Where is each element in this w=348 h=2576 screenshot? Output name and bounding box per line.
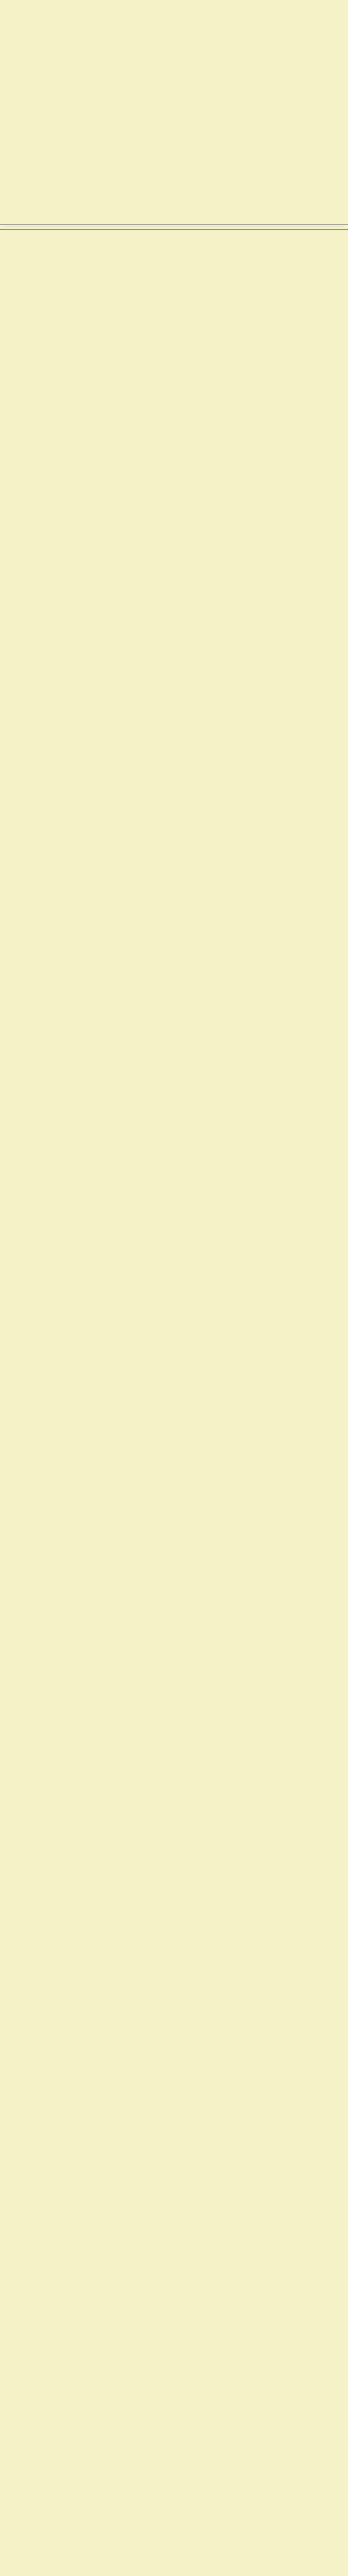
chapter-subtitle (5, 20, 343, 36)
paragraph (5, 101, 343, 102)
paragraph (5, 438, 343, 439)
paragraph (5, 215, 343, 216)
paragraph (5, 110, 343, 111)
paragraph (5, 368, 343, 369)
paragraph (5, 342, 343, 343)
paragraph (5, 482, 343, 483)
credit-source (5, 227, 174, 228)
paragraph (5, 119, 343, 120)
paragraph (5, 237, 343, 238)
paragraph (5, 75, 343, 76)
credit-proofreader (174, 227, 343, 228)
paragraph (5, 180, 343, 181)
paragraph (5, 66, 343, 67)
paragraph (5, 447, 343, 448)
paragraph (5, 145, 343, 146)
paragraph (5, 154, 343, 155)
paragraph (5, 272, 343, 273)
chapter-text-part-2 (5, 237, 343, 483)
paragraph (5, 307, 343, 308)
paragraph (5, 263, 343, 264)
credits-band (0, 224, 348, 230)
paragraph (5, 333, 343, 334)
paragraph (5, 189, 343, 190)
paragraph (5, 473, 343, 474)
paragraph (5, 377, 343, 378)
chapter-title (5, 3, 343, 20)
paragraph (5, 298, 343, 299)
chapter-text-part-1 (5, 40, 343, 216)
paragraph (5, 412, 343, 413)
paragraph (5, 403, 343, 404)
paragraph (5, 40, 343, 41)
